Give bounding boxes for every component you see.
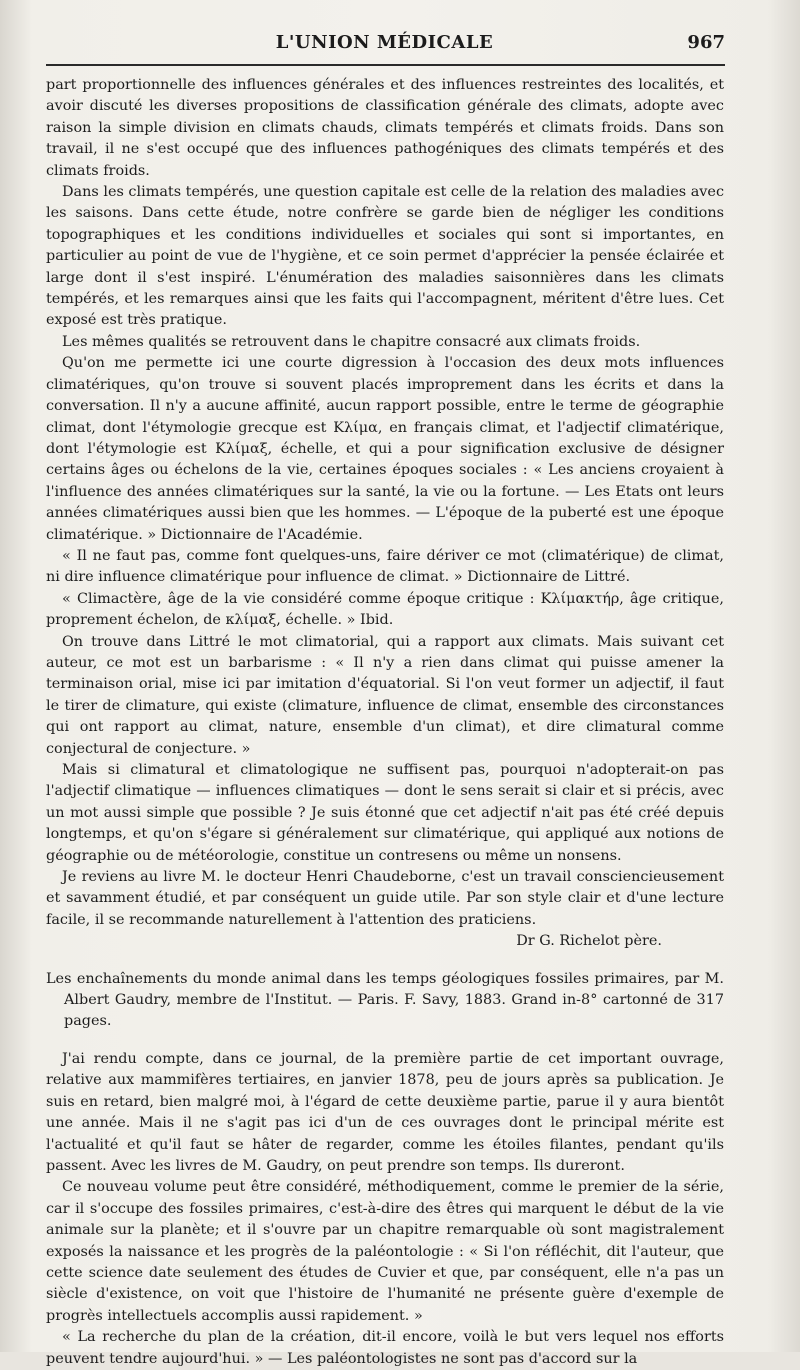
review-paragraph: J'ai rendu compte, dans ce journal, de la première partie de cet important ouvrage, relative aux mammifères tertiaires, en janvier 1878, peu de jours après sa publication. Je suis en retard, bien malgré moi, à l'égard de cette deuxième partie, parue il y aura bientôt une année. Mais il ne s'agit pas ici d'un de ces ouvrages dont le principal mérite est l'actualité et qu'il faut se hâter de regarder, comme les étoiles filantes, pendant qu'ils passent. Avec les livres de M. Gaudry, on peut prendre son temps. Ils dureront. [46,1050,724,1174]
paragraph: Dans les climats tempérés, une question capitale est celle de la relation des maladies avec les saisons. Dans cette étude, notre confrère se garde bien de négliger les conditions topographiques et les conditions individuelles et sociales qui sont si importantes, en particulier au point de vue de l'hygiène, et ce soin permet d'apprécier la pensée éclairée et large dont il s'est inspiré. L'énumération des maladies saisonnières dans les climats tempérés, et les remarques ainsi que les faits qui l'accompagnent, méritent d'être lues. Cet exposé est très pratique. [46,184,724,329]
page-number: 967 [687,32,725,53]
section-gap [46,953,724,969]
paragraph: Les mêmes qualités se retrouvent dans le chapitre consacré aux climats froids. [62,333,641,350]
page-header [44,30,725,60]
paragraph: Je reviens au livre M. le docteur Henri Chaudeborne, c'est un travail consciencieusement et savamment étudié, et par conséquent un guide utile. Par son style clair et d'une lecture facile, il se recommande naturellement à l'attention des praticiens. [46,869,724,928]
signature: Dr G. Richelot père. [516,933,662,950]
paragraph: Qu'on me permette ici une courte digression à l'occasion des deux mots influences climatériques, qu'on trouve si souvent placés improprement dans les écrits et dans la conversation. Il n'y a aucune affinité, aucun rapport possible, entre le terme de géographie climat, dont l'étymologie grecque est Κλίμα, en français climat, et l'adjectif climatérique, dont l'étymologie est Κλίμαξ, échelle, et qui a pour signification exclusive de désigner certains âges ou échelons de la vie, certaines époques sociales : « Les anciens croyaient à l'influence des années climatériques sur la santé, la vie ou la fortune. — Les Etats ont leurs années climatériques aussi bien que les hommes. — L'époque de la puberté est une époque climatérique. » Dictionnaire de l'Académie. [46,355,724,543]
review-paragraph: Ce nouveau volume peut être considéré, méthodiquement, comme le premier de la série, car il s'occupe des fossiles primaires, c'est-à-dire des êtres qui marquent le début de la vie animale sur la planète; et il s'ouvre par un chapitre remarquable où sont magistralement exposés la naissance et les progrès de la paléontologie : « Si l'on réfléchit, dit l'auteur, que cette science date seulement des études de Cuvier et que, par conséquent, elle n'a pas un siècle d'existence, on voit que l'histoire de l'humanité ne présente guère d'exemple de progrès intellectuels accomplis aussi rapidement. » [46,1179,724,1324]
review-heading: Les enchaînements du monde animal dans les temps géologiques fossiles primaires, par M. Albert Gaudry, membre de l'Institut. — Paris. F. Savy, 1883. Grand in-8° cartonné de 317 pages. [46,970,724,1030]
running-title: L'UNION MÉDICALE [275,32,494,53]
paragraph: Mais si climatural et climatologique ne suffisent pas, pourquoi n'adopterait-on pas l'adjectif climatique — influences climatiques — dont le sens serait si clair et si précis, avec un mot aussi simple que possible ? Je suis étonné que cet adjectif n'ait pas été créé depuis longtemps, et qu'on s'égare si généralement sur climatérique, qui appliqué aux notions de géographie ou de météorologie, constitue un contresens ou même un nonsens. [46,762,724,864]
paragraph: On trouve dans Littré le mot climatorial, qui a rapport aux climats. Mais suivant cet auteur, ce mot est un barbarisme : « Il n'y a rien dans climat qui puisse amener la terminaison orial, mise ici par imitation d'équatorial. Si l'on veut former un adjectif, il faut le tirer de climature, qui existe (climature, influence de climat, ensemble des circonstances qui ont rapport au climat, nature, ensemble d'un climat), et dire climatural comme conjectural de conjecture. » [46,633,724,757]
article-body [46,75,724,1370]
header-rule [46,64,725,66]
paragraph: « Il ne faut pas, comme font quelques-uns, faire dériver ce mot (climatérique) de climat, ni dire influence climatérique pour influence de climat. » Dictionnaire de Littré. [46,547,724,586]
section-gap [46,1033,724,1049]
paragraph: « Climactère, âge de la vie considéré comme époque critique : Κλίμακτήρ, âge critique, proprement échelon, de κλίμαξ, échelle. » Ibid. [46,590,724,629]
review-paragraph: « La recherche du plan de la création, dit-il encore, voilà le but vers lequel nos efforts peuvent tendre aujourd'hui. » — Les paléontologistes ne sont pas d'accord sur la [46,1329,724,1367]
paragraph: part proportionnelle des influences générales et des influences restreintes des localités, et avoir discuté les diverses propositions de classification générale des climats, adopte avec raison la simple division en climats chauds, climats tempérés et climats froids. Dans son travail, il ne s'est occupé que des influences pathogéniques des climats tempérés et des climats froids. [46,77,724,179]
